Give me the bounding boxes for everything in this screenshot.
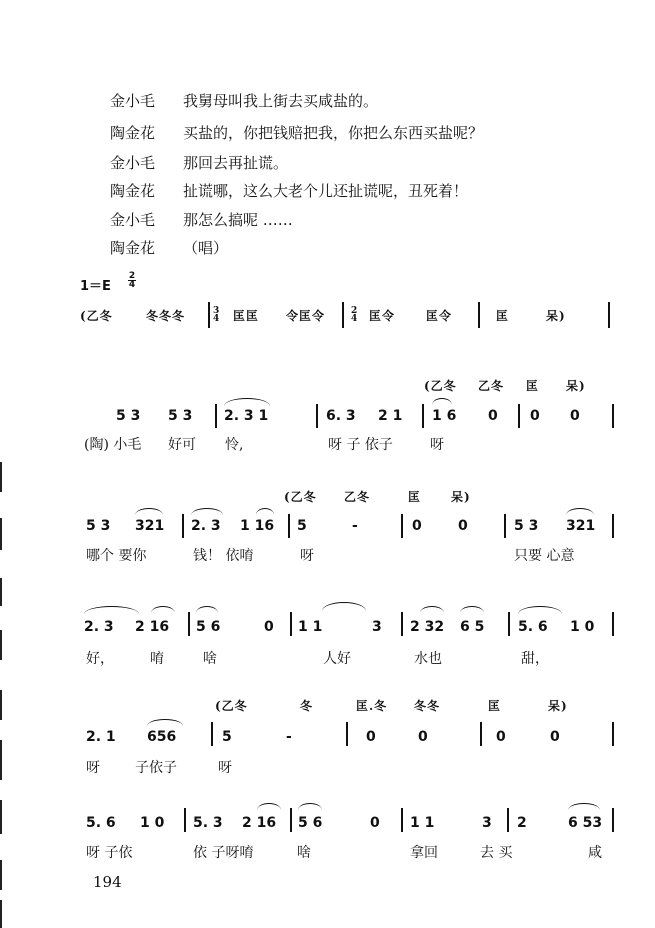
barline bbox=[401, 514, 403, 538]
intro-perc-4: 令匡令 bbox=[286, 309, 326, 323]
slur bbox=[420, 606, 444, 613]
system-2-percussion bbox=[0, 488, 655, 506]
notes: 2. 3 bbox=[84, 619, 114, 635]
scan-mark bbox=[0, 578, 2, 606]
barline bbox=[188, 612, 190, 636]
lyric: 甜， bbox=[521, 651, 549, 667]
notes: 2 1 bbox=[378, 408, 403, 424]
notes: 2 32 bbox=[410, 619, 445, 635]
lyric: 哪个 要你 bbox=[86, 548, 147, 564]
perc-item: 匡 bbox=[408, 490, 422, 504]
intro-perc-3: 匡匡 bbox=[233, 309, 260, 323]
notes: 321 bbox=[566, 518, 596, 534]
barline bbox=[346, 722, 348, 746]
perc-item: (乙冬 bbox=[424, 379, 457, 393]
perc-item: 呆) bbox=[566, 379, 586, 393]
slur bbox=[151, 606, 175, 613]
notes: 1 0 bbox=[140, 815, 165, 831]
speaker-4: 陶金花 bbox=[110, 182, 156, 200]
intro-perc-5: 匡令 bbox=[369, 309, 396, 323]
lyric: 唷 bbox=[150, 651, 164, 667]
notes: 6 5 bbox=[460, 619, 485, 635]
notes: 5 3 bbox=[116, 408, 141, 424]
notes: 2. 3 1 bbox=[224, 408, 269, 424]
notes: 5. 6 bbox=[86, 815, 116, 831]
lyric: 呀 bbox=[430, 437, 444, 453]
lyric: (陶) 小毛 bbox=[84, 437, 142, 453]
time-signature-bottom: 4 bbox=[128, 280, 136, 290]
slur bbox=[224, 398, 270, 406]
intro-ts1-top: 3 bbox=[213, 306, 221, 316]
notes: 5 6 bbox=[298, 815, 323, 831]
speaker-1: 金小毛 bbox=[110, 92, 156, 110]
barline bbox=[401, 808, 403, 832]
barline bbox=[401, 612, 403, 636]
barline bbox=[184, 808, 186, 832]
intro-perc-6: 匡令 bbox=[426, 309, 453, 323]
lyric: 呀 子依 bbox=[86, 845, 133, 861]
barline bbox=[612, 808, 614, 832]
slur bbox=[322, 602, 366, 611]
scan-mark bbox=[0, 630, 2, 660]
barline bbox=[504, 514, 506, 538]
system-1-percussion bbox=[0, 377, 655, 395]
barline bbox=[608, 302, 610, 328]
barline bbox=[507, 808, 509, 832]
lyric: 好可 bbox=[168, 437, 196, 453]
lyric: 呀 子 依子 bbox=[328, 437, 393, 453]
lyric: 呀 bbox=[218, 760, 232, 776]
barline bbox=[316, 404, 318, 428]
notes: 0 bbox=[418, 729, 428, 745]
perc-item: 匡 bbox=[526, 379, 540, 393]
perc-item: 冬冬 bbox=[414, 699, 441, 713]
perc-item: 匡 bbox=[488, 699, 502, 713]
perc-item: 乙冬 bbox=[478, 379, 505, 393]
lyric: 咸 bbox=[588, 845, 602, 861]
slur bbox=[566, 508, 594, 515]
barline bbox=[612, 404, 614, 428]
barline bbox=[342, 302, 344, 328]
barline bbox=[422, 404, 424, 428]
notes: 0 bbox=[366, 729, 376, 745]
notes: 0 bbox=[412, 518, 422, 534]
lyric: 子依子 bbox=[135, 760, 177, 776]
notes: 6 53 bbox=[568, 815, 603, 831]
intro-perc-7: 匡 bbox=[496, 309, 510, 323]
notes: 5 6 bbox=[196, 619, 221, 635]
barline bbox=[208, 302, 210, 328]
system-4-percussion bbox=[0, 697, 655, 715]
barline bbox=[211, 722, 213, 746]
notes: 5. 6 bbox=[518, 619, 548, 635]
notes: 0 bbox=[550, 729, 560, 745]
slur bbox=[460, 606, 484, 613]
slur bbox=[135, 508, 163, 515]
barline bbox=[612, 514, 614, 538]
lyric: 拿回 bbox=[410, 845, 438, 861]
notes: 5. 3 bbox=[193, 815, 223, 831]
lyric: 啥 bbox=[203, 651, 217, 667]
notes: 5 3 bbox=[514, 518, 539, 534]
notes: 2 bbox=[517, 815, 527, 831]
notes: 0 bbox=[530, 408, 540, 424]
slur bbox=[518, 606, 562, 614]
page-number: 194 bbox=[93, 873, 122, 891]
lyric: 呀 bbox=[300, 548, 314, 564]
lyric: 水也 bbox=[414, 651, 442, 667]
barline bbox=[518, 404, 520, 428]
notes: 5 bbox=[222, 729, 232, 745]
intro-perc-8: 呆) bbox=[546, 309, 566, 323]
intro-ts2-top: 2 bbox=[351, 306, 359, 316]
lyric: 依 子呀唷 bbox=[193, 845, 254, 861]
notes: 2. 3 bbox=[191, 518, 221, 534]
slur bbox=[432, 398, 452, 405]
intro-perc-2: 冬冬冬 bbox=[146, 309, 186, 323]
notes: 0 bbox=[370, 815, 380, 831]
intro-ts2-bottom: 4 bbox=[351, 314, 359, 324]
intro-ts1-bottom: 4 bbox=[213, 314, 221, 324]
lyric: 呀 bbox=[86, 760, 100, 776]
notes: 1 0 bbox=[570, 619, 595, 635]
slur bbox=[147, 719, 183, 726]
notes: 656 bbox=[147, 729, 177, 745]
speaker-2: 陶金花 bbox=[110, 124, 156, 142]
notes: - bbox=[352, 518, 358, 534]
barline bbox=[290, 808, 292, 832]
notes: 0 bbox=[570, 408, 580, 424]
notes: 5 3 bbox=[168, 408, 193, 424]
dialogue-line-5: 那怎么搞呢 …… bbox=[183, 211, 293, 229]
intro-perc-1: (乙冬 bbox=[80, 309, 113, 323]
slur bbox=[298, 803, 322, 810]
slur bbox=[84, 606, 139, 614]
perc-item: 冬 bbox=[300, 699, 314, 713]
notes: 3 bbox=[372, 619, 382, 635]
lyric: 好， bbox=[86, 651, 114, 667]
perc-item: 呆) bbox=[548, 699, 568, 713]
intro-percussion bbox=[0, 307, 655, 327]
key-signature: 1＝E bbox=[80, 279, 111, 294]
perc-item: (乙冬 bbox=[215, 699, 248, 713]
notes: 1 1 bbox=[410, 815, 435, 831]
slur bbox=[191, 508, 223, 515]
dialogue-line-4: 扯谎哪，这么大老个儿还扯谎呢，丑死着！ bbox=[183, 182, 469, 200]
lyric: 去 买 bbox=[480, 845, 513, 861]
scan-mark bbox=[0, 690, 2, 720]
barline bbox=[478, 302, 480, 328]
slur bbox=[196, 606, 218, 613]
lyric: 人好 bbox=[323, 651, 351, 667]
speaker-5: 金小毛 bbox=[110, 211, 156, 229]
notes: 1 1 bbox=[298, 619, 323, 635]
perc-item: 乙冬 bbox=[344, 490, 371, 504]
notes: 2. 1 bbox=[86, 729, 116, 745]
notes: 3 bbox=[482, 815, 492, 831]
notes: 1 6 bbox=[432, 408, 457, 424]
notes: 321 bbox=[135, 518, 165, 534]
scan-mark bbox=[0, 900, 2, 928]
lyric: 只要 心意 bbox=[514, 548, 575, 564]
dialogue-line-1: 我舅母叫我上街去买咸盐的。 bbox=[183, 92, 379, 110]
scan-mark bbox=[0, 518, 2, 550]
notes: 5 3 bbox=[86, 518, 111, 534]
scan-mark bbox=[0, 462, 2, 492]
perc-item: 匡.冬 bbox=[356, 699, 388, 713]
perc-item: (乙冬 bbox=[284, 490, 317, 504]
notes: 2 16 bbox=[242, 815, 277, 831]
intro-ts1 bbox=[213, 307, 220, 323]
slur bbox=[568, 803, 600, 810]
slur bbox=[257, 803, 281, 810]
notes: 5 bbox=[297, 518, 307, 534]
barline bbox=[508, 612, 510, 636]
barline bbox=[612, 612, 614, 636]
notes: 0 bbox=[488, 408, 498, 424]
barline bbox=[182, 514, 184, 538]
time-signature bbox=[128, 272, 136, 289]
notes: 1 16 bbox=[240, 518, 275, 534]
barline bbox=[288, 514, 290, 538]
lyric: 钱！ 依唷 bbox=[193, 548, 254, 564]
notes: - bbox=[286, 729, 292, 745]
scan-mark bbox=[0, 860, 2, 890]
speaker-3: 金小毛 bbox=[110, 154, 156, 172]
slur bbox=[256, 508, 274, 515]
intro-ts2 bbox=[351, 307, 358, 323]
perc-item: 呆) bbox=[451, 490, 471, 504]
notes: 0 bbox=[496, 729, 506, 745]
barline bbox=[612, 722, 614, 746]
notes: 0 bbox=[458, 518, 468, 534]
notes: 6. 3 bbox=[326, 408, 356, 424]
barline bbox=[480, 722, 482, 746]
dialogue-line-3: 那回去再扯谎。 bbox=[183, 154, 289, 172]
lyric: 怜, bbox=[225, 437, 244, 453]
scan-mark bbox=[0, 740, 2, 780]
notes: 2 16 bbox=[135, 619, 170, 635]
time-signature-top: 2 bbox=[128, 271, 136, 281]
lyric: 啥 bbox=[297, 845, 311, 861]
notes: 0 bbox=[264, 619, 274, 635]
speaker-6: 陶金花 bbox=[110, 239, 156, 257]
barline bbox=[215, 404, 217, 428]
scan-mark bbox=[0, 800, 2, 834]
dialogue-line-6: （唱） bbox=[183, 239, 229, 257]
dialogue-line-2: 买盐的，你把钱赔把我，你把么东西买盐呢？ bbox=[183, 124, 484, 142]
barline bbox=[290, 612, 292, 636]
